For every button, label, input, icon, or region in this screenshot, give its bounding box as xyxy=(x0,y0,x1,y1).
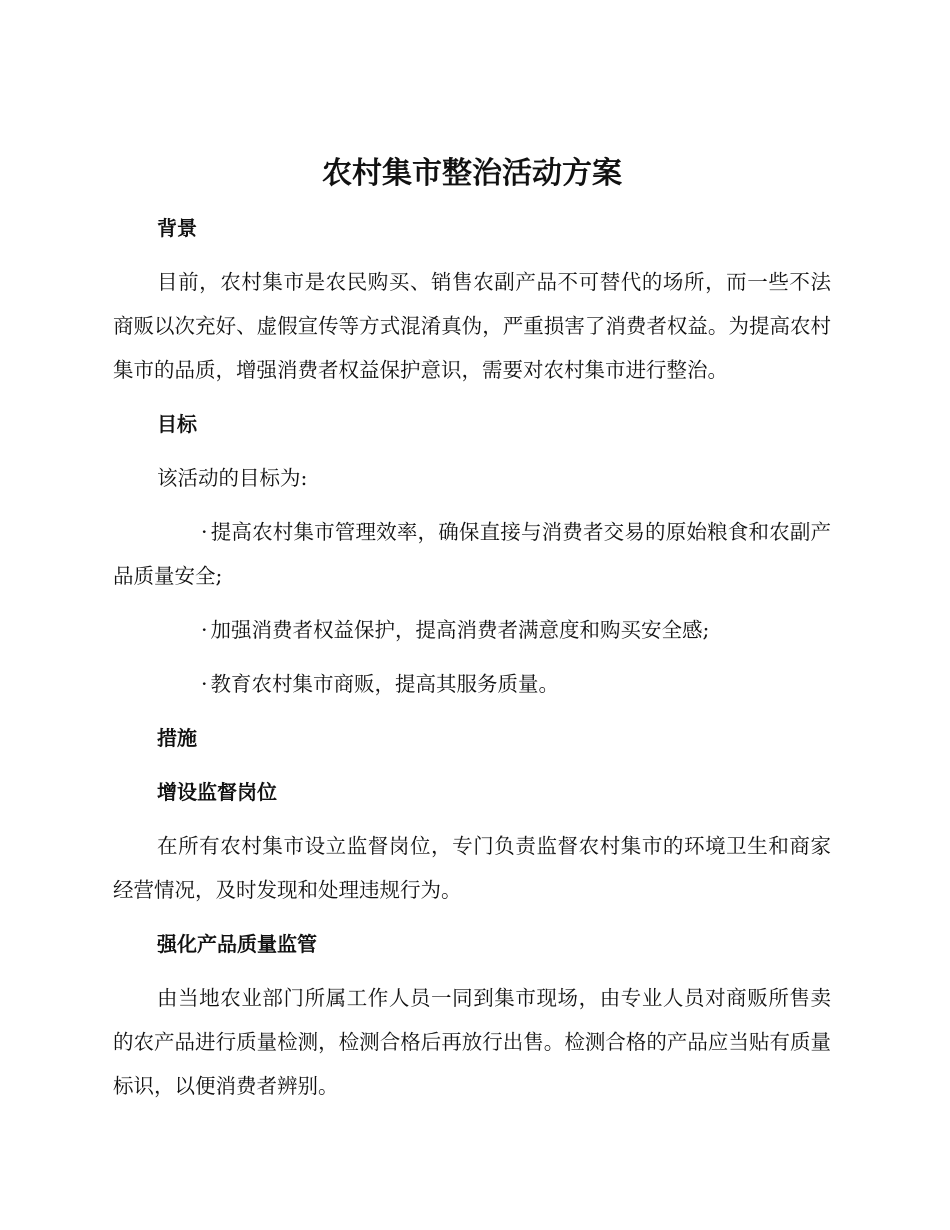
document-title: 农村集市整治活动方案 xyxy=(322,156,622,191)
goal-item-2 xyxy=(113,608,831,652)
bullet-icon: · xyxy=(201,672,208,696)
bullet-icon: · xyxy=(201,618,208,642)
subheading-quality-supervision: 强化产品质量监管 xyxy=(157,932,317,956)
goal-item-2-text: 加强消费者权益保护，提高消费者满意度和购买安全感; xyxy=(210,618,710,642)
background-paragraph: 目前，农村集市是农民购买、销售农副产品不可替代的场所，而一些不法商贩以次充好、虚假宣传等方式混淆真伪，严重损害了消费者权益。为提高农村集市的品质，增强消费者权益保护意识，需要对农村集市进行整治。 xyxy=(113,270,831,382)
goal-item-1-text: 提高农村集市管理效率，确保直接与消费者交易的原始粮食和农副产品质量安全; xyxy=(113,520,831,588)
section-heading-measures: 措施 xyxy=(157,726,197,750)
quality-paragraph: 由当地农业部门所属工作人员一同到集市现场，由专业人员对商贩所售卖的农产品进行质量检测，检测合格后再放行出售。检测合格的产品应当贴有质量标识，以便消费者辨别。 xyxy=(113,986,831,1098)
document-page xyxy=(113,146,831,1118)
section-heading-goals: 目标 xyxy=(157,412,197,436)
goal-item-3 xyxy=(113,662,831,706)
section-heading-background: 背景 xyxy=(157,216,197,240)
supervision-paragraph: 在所有农村集市设立监督岗位，专门负责监督农村集市的环境卫生和商家经营情况，及时发现和处理违规行为。 xyxy=(113,834,831,902)
subheading-supervision-posts: 增设监督岗位 xyxy=(157,780,277,804)
goal-item-3-text: 教育农村集市商贩，提高其服务质量。 xyxy=(210,672,560,696)
goals-intro: 该活动的目标为: xyxy=(157,466,308,490)
goal-item-1 xyxy=(113,510,831,598)
bullet-icon: · xyxy=(201,520,208,544)
